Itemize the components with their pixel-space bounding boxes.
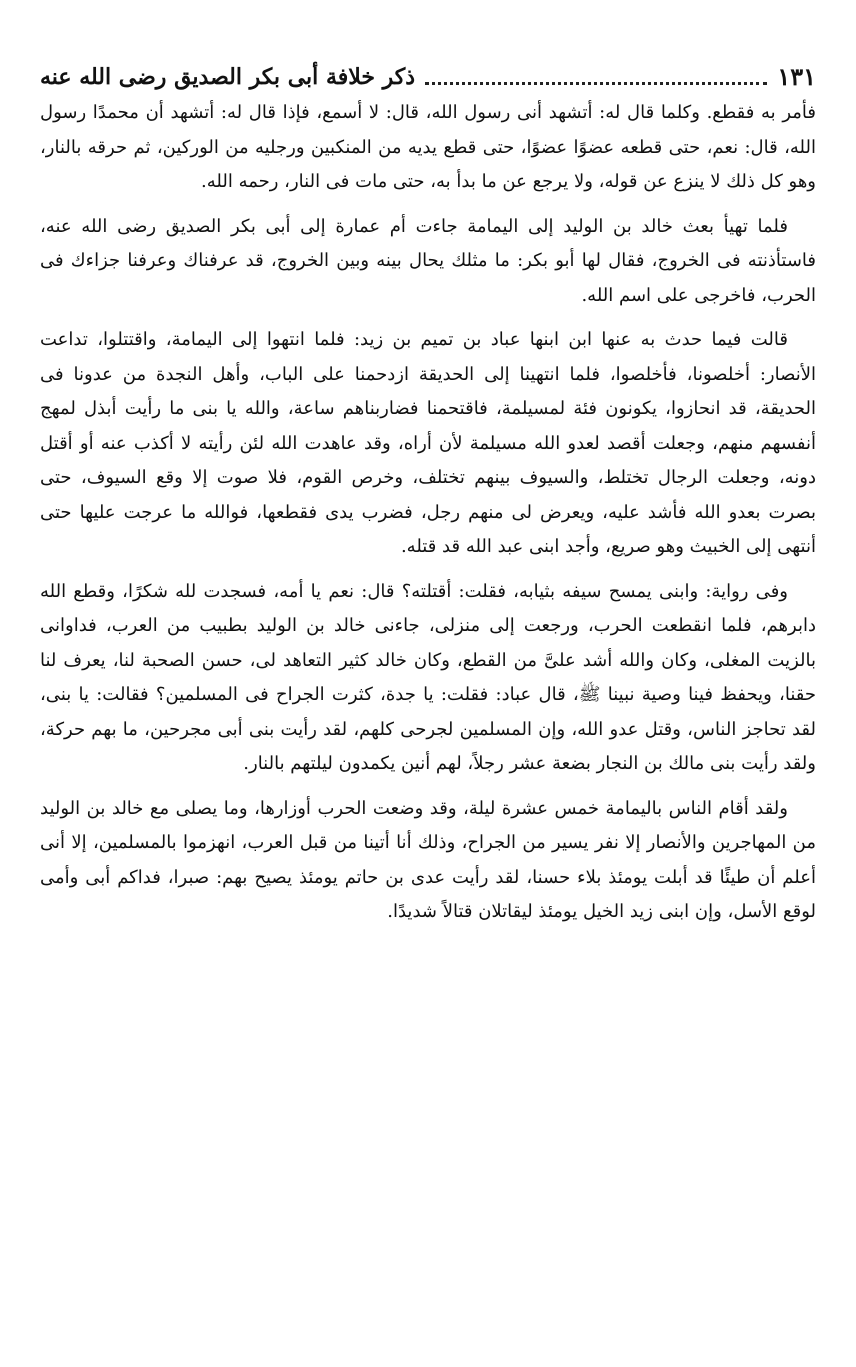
paragraph-2: فلما تهيأ بعث خالد بن الوليد إلى اليمامة جاءت أم عمارة إلى أبى بكر الصديق رضى الله عنه، فاستأذنته فى الخروج، فقال لها أبو بكر: ما مثلك يحال بينه وبين الخروج، قد عرفناك وعرفنا جزاءك فى الحرب، فاخرجى على اسم الله. [40,215,816,306]
running-title: ذكر خلافة أبى بكر الصديق رضى الله عنه [40,64,416,90]
dotted-leader [425,82,767,85]
page-number: ١٣١ [777,62,816,91]
paragraph-4: وفى رواية: وابنى يمسح سيفه بثيابه، فقلت: أقتلته؟ قال: نعم يا أمه، فسجدت لله شكرًا، وقطع الله دابرهم، فلما انقطعت الحرب، ورجعت إلى منزلى، جاءنى خالد بن الوليد بطبيب من العرب، فداوانى بالزيت المغلى، وكان والله أشد علىَّ من القطع، وكان خالد كثير التعاهد لى، حسن الصحبة لنا، يعرف لنا حقنا، ويحفظ فينا وصية نبينا ﷺ، قال عباد: فقلت: يا جدة، كثرت الجراح فى المسلمين؟ فقالت: يا بنى، لقد تحاجز الناس، وقتل عدو الله، وإن المسلمين لجرحى كلهم، لقد رأيت بنى أبى مجرحين، ما بهم حركة، ولقد رأيت بنى مالك بن النجار بضعة عشر رجلاً، لهم أنين يكمدون ليلتهم بالنار. [40,580,816,774]
paragraph-3: قالت فيما حدث به عنها ابن ابنها عباد بن تميم بن زيد: فلما انتهوا إلى اليمامة، واقتتلوا، تداعت الأنصار: أخلصونا، فأخلصوا، فلما انتهينا إلى الحديقة ازدحمنا على الباب، وأهل النجدة من عدونا فى الحديقة، قد انحازوا، يكونون فئة لمسيلمة، فاقتحمنا فضاربناهم ساعة، والله يا بنى ما رأيت أبذل لمهج أنفسهم منهم، وجعلت أقصد لعدو الله مسيلمة لأن أراه، وقد عاهدت الله لئن رأيته لا أكذب عنه أو أقتل دونه، وجعلت الرجال تختلط، والسيوف بينهم تختلف، وخرص القوم، فلا صوت إلا وقع السيوف، حتى بصرت بعدو الله فأشد عليه، ويعرض لى منهم رجل، فضرب يدى فقطعها، فوالله ما عرجت عليها حتى أنتهى إلى الخبيث وهو صريع، وأجد ابنى عبد الله قد قتله. [40,329,816,557]
page-header [40,56,816,92]
paragraph-1: فأمر به فقطع. وكلما قال له: أتشهد أنى رسول الله، قال: لا أسمع، فإذا قال له: أتشهد أن محمدًا رسول الله، قال: نعم، حتى قطعه عضوًا عضوًا، حتى قطع يديه من المنكبين ورجليه من الوركين، ثم حرقه بالنار، وهو كل ذلك لا ينزع عن قوله، ولا يرجع عن ما بدأ به، حتى مات فى النار، رحمه الله. [40,102,816,192]
paragraph-5: ولقد أقام الناس باليمامة خمس عشرة ليلة، وقد وضعت الحرب أوزارها، وما يصلى مع خالد بن الوليد من المهاجرين والأنصار إلا نفر يسير من الجراح، وذلك أنا أتينا من قبل العرب، انهزموا بالمسلمين، إلا أنى أعلم أن طيئًا قد أبلت يومئذ بلاء حسنا، لقد رأيت عدى بن حاتم يومئذ يصيح بهم: صبرا، فداكم أبى وأمى لوقع الأسل، وإن ابنى زيد الخيل يومئذ ليقاتلان قتالاً شديدًا. [40,797,816,922]
body-text [40,96,816,940]
